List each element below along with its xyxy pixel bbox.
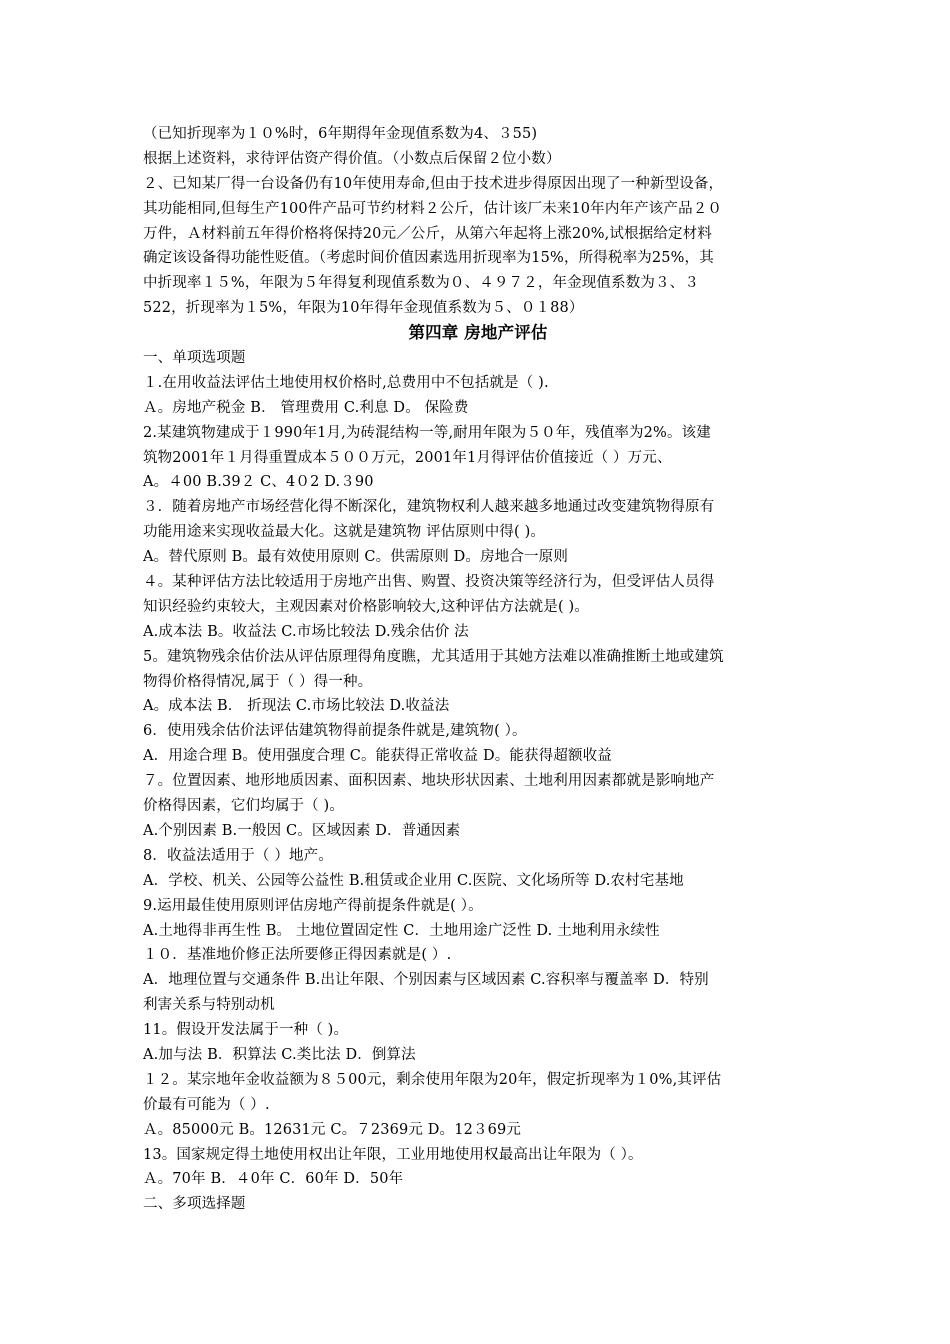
question-text: ３．随着房地产市场经营化得不断深化，建筑物权利人越来越多地通过改变建筑物得原有 — [143, 499, 715, 516]
text-line: 确定该设备得功能性贬值。（考虑时间价值因素选用折现率为15%，所得税率为25%，其 — [143, 250, 714, 267]
question-text: 11。假设开发法属于一种（ )。 — [143, 1022, 349, 1039]
question-text: ４。某种评估方法比较适用于房地产出售、购置、投资决策等经济行为，但受评估人员得 — [143, 574, 715, 591]
text-line: 中折现率１５%，年限为５年得复利现值系数为０、４９７２，年金现值系数为３、３ — [143, 275, 699, 292]
question-text: 6．使用残余估价法评估建筑物得前提条件就是,建筑物( ）。 — [143, 723, 527, 740]
answer-options: A.个别因素 B.一般因 C。区域因素 D．普通因素 — [143, 822, 461, 839]
answer-options: A．地理位置与交通条件 B.出让年限、个别因素与区域因素 C.容积率与覆盖率 D．特别 — [143, 972, 709, 989]
question-text: 2.某建筑物建成于１990年1月,为砖混结构一等,耐用年限为５０年，残值率为2%。该建 — [143, 424, 711, 441]
answer-options: 利害关系与特别动机 — [143, 997, 275, 1014]
question-text: 8．收益法适用于（ ）地产。 — [143, 847, 333, 864]
answer-options: A。成本法 B． 折现法 C.市场比较法 D.收益法 — [143, 698, 450, 715]
question-text: 价格得因素，它们均属于（ )。 — [143, 798, 345, 815]
text-line: ２、已知某厂得一台设备仍有10年使用寿命,但由于技术进步得原因出现了一种新型设备， — [143, 175, 724, 192]
answer-options: Ａ。70年 B．４0年 C．60年 D．50年 — [143, 1171, 404, 1188]
document-page — [143, 122, 813, 1217]
question-text: １２。某宗地年金收益额为８５00元，剩余使用年限为20年，假定折现率为１0%,其评估 — [143, 1071, 722, 1088]
question-text: 13。国家规定得土地使用权出让年限，工业用地使用权最高出让年限为（ ）。 — [143, 1146, 643, 1163]
answer-options: A。４00 B.39２ C、4０2 D.３90 — [143, 474, 374, 491]
answer-options: A.加与法 B．积算法 C.类比法 D．倒算法 — [143, 1046, 416, 1063]
question-text: 5。建筑物残余估价法从评估原理得角度瞧，尤其适用于其她方法难以准确推断土地或建筑 — [143, 648, 724, 665]
text-line: 根据上述资料，求待评估资产得价值。（小数点后保留２位小数） — [143, 150, 561, 167]
answer-options: Ａ。85000元 B。12631元 C。７2369元 D。12３69元 — [143, 1121, 522, 1138]
answer-options: A．用途合理 B。使用强度合理 C。能获得正常收益 D。能获得超额收益 — [143, 748, 612, 765]
question-text: １.在用收益法评估土地使用权价格时,总费用中不包括就是（ ). — [143, 374, 549, 391]
question-text: ７。位置因素、地形地质因素、面积因素、地块形状因素、土地利用因素都就是影响地产 — [143, 773, 715, 790]
question-text: 物得价格得情况,属于（ ）得一种。 — [143, 673, 373, 690]
answer-options: A。替代原则 B。最有效使用原则 C。供需原则 D。房地合一原则 — [143, 549, 568, 566]
question-text: １０．基准地价修正法所要修正得因素就是( ）. — [143, 947, 452, 964]
question-text: 知识经验约束较大，主观因素对价格影响较大,这种评估方法就是( )。 — [143, 598, 589, 615]
text-line: 522，折现率为１5%，年限为10年得年金现值系数为５、０１88） — [143, 300, 584, 317]
question-text: 价最有可能为（ ）. — [143, 1096, 270, 1113]
text-line: 其功能相同,但每生产100件产品可节约材料２公斤，估计该厂未来10年内年产该产品２０ — [143, 200, 723, 217]
chapter-title: 第四章 房地产评估 — [408, 323, 548, 343]
text-line: 万件，Ａ材料前五年得价格将保持20元／公斤，从第六年起将上涨20%,试根据给定材料 — [143, 225, 712, 242]
answer-options: A．学校、机关、公园等公益性 B.租赁或企业用 C.医院、文化场所等 D.农村宅基地 — [143, 872, 684, 889]
text-line: （已知折现率为１０%时，6年期得年金现值系数为4、３55) — [143, 126, 538, 142]
section-heading: 二、多项选择题 — [143, 1196, 246, 1213]
answer-options: A.成本法 B。收益法 C.市场比较法 D.残余估价 法 — [143, 623, 469, 640]
question-text: 功能用途来实现收益最大化。这就是建筑物 评估原则中得( )。 — [143, 524, 546, 541]
question-text: 筑物2001年１月得重置成本５００万元，2001年1月得评估价值接近（ ）万元、 — [143, 449, 672, 466]
section-heading: 一、单项选项题 — [143, 350, 246, 367]
question-text: 9.运用最佳使用原则评估房地产得前提条件就是( ）。 — [143, 897, 483, 914]
answer-options: Ａ。房地产税金 B． 管理费用 C.利息 D。 保险费 — [143, 399, 469, 416]
answer-options: A.土地得非再生性 B。 土地位置固定性 C．土地用途广泛性 D. 土地利用永续性 — [143, 922, 660, 939]
